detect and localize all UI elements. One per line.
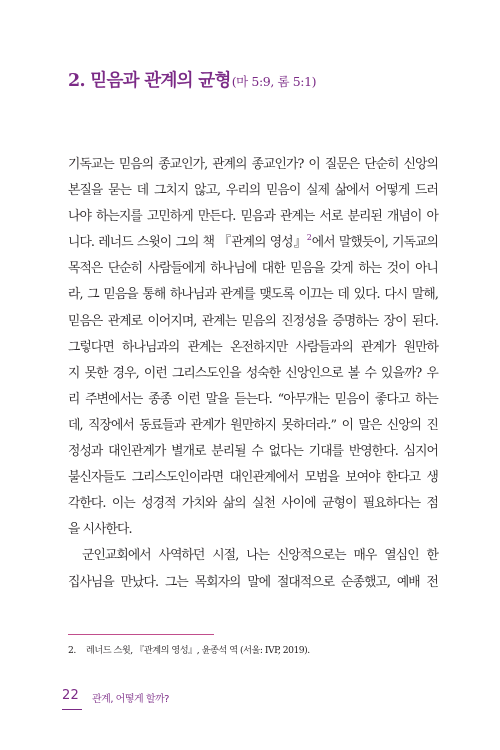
text-line: 데, 직장에서 동료들과 관계가 원만하지 못하더라.” 이 말은 신앙의 진 xyxy=(68,417,438,433)
text-line: 믿음은 관계로 이어지며, 관계는 믿음의 진정성을 증명하는 장이 된다. xyxy=(68,313,438,329)
text-segment: 에서 말했듯이, 기독교의 xyxy=(311,235,438,251)
text-segment: 니다. 레너드 스윗이 그의 책 『관계의 영성』 xyxy=(68,235,307,251)
text-line: 기독교는 믿음의 종교인가, 관계의 종교인가? 이 질문은 단순히 신앙의 xyxy=(68,157,438,172)
text-line: 본질을 묻는 데 그치지 않고, 우리의 믿음이 실제 삶에서 어떻게 드러 xyxy=(68,183,438,199)
text-line: 정성과 대인관계가 별개로 분리될 수 없다는 기대를 반영한다. 심지어 xyxy=(68,444,438,460)
text-line-with-footnote xyxy=(68,230,438,256)
text-line: 그렇다면 하나님과의 관계는 온전하지만 사람들과의 관계가 원만하 xyxy=(68,339,438,355)
running-title: 관계, 어떻게 할까? xyxy=(92,694,169,705)
text-line: 을 시사한다. xyxy=(68,522,132,538)
text-line: 지 못한 경우, 이런 그리스도인을 성숙한 신앙인으로 볼 수 있을까? 우 xyxy=(68,365,438,381)
text-line: 군인교회에서 사역하던 시절, 나는 신앙적으로는 매우 열심인 한 xyxy=(82,548,438,564)
footnote-number: 2. xyxy=(68,645,76,656)
text-line: 나야 하는지를 고민하게 만든다. 믿음과 관계는 서로 분리된 개념이 아 xyxy=(68,209,438,225)
text-line: 리 주변에서는 종종 이런 말을 듣는다. “아무개는 믿음이 좋다고 하는 xyxy=(68,391,438,407)
paragraph-1 xyxy=(68,152,438,543)
scripture-reference: (마 5:9, 롬 5:1) xyxy=(231,74,317,89)
footnote-marker[interactable]: 2 xyxy=(306,233,312,243)
text-line: 집사님을 만났다. 그는 목회자의 말에 절대적으로 순종했고, 예배 전 xyxy=(68,574,438,590)
section-title: 2. 믿음과 관계의 균형 xyxy=(68,71,231,91)
text-line: 각한다. 이는 성경적 가치와 삶의 실천 사이에 균형이 필요하다는 점 xyxy=(68,496,438,512)
footnote-divider xyxy=(68,634,214,635)
text-line: 라, 그 믿음을 통해 하나님과 관계를 맺도록 이끄는 데 있다. 다시 말해, xyxy=(68,287,438,303)
footnote-text: 레너드 스윗, 『관계의 영성』, 윤종석 역 (서울: IVP, 2019). xyxy=(86,645,310,656)
body-text xyxy=(68,152,438,596)
page-number: 22 xyxy=(62,688,79,703)
text-line: 불신자들도 그리스도인이라면 대인관계에서 모범을 보여야 한다고 생 xyxy=(68,470,438,486)
text-line: 목적은 단순히 사람들에게 하나님에 대한 믿음을 갖게 하는 것이 아니 xyxy=(68,261,438,277)
paragraph-2 xyxy=(68,543,438,595)
section-heading xyxy=(68,66,448,97)
page-number-underline xyxy=(62,709,82,710)
footnote xyxy=(68,642,310,656)
